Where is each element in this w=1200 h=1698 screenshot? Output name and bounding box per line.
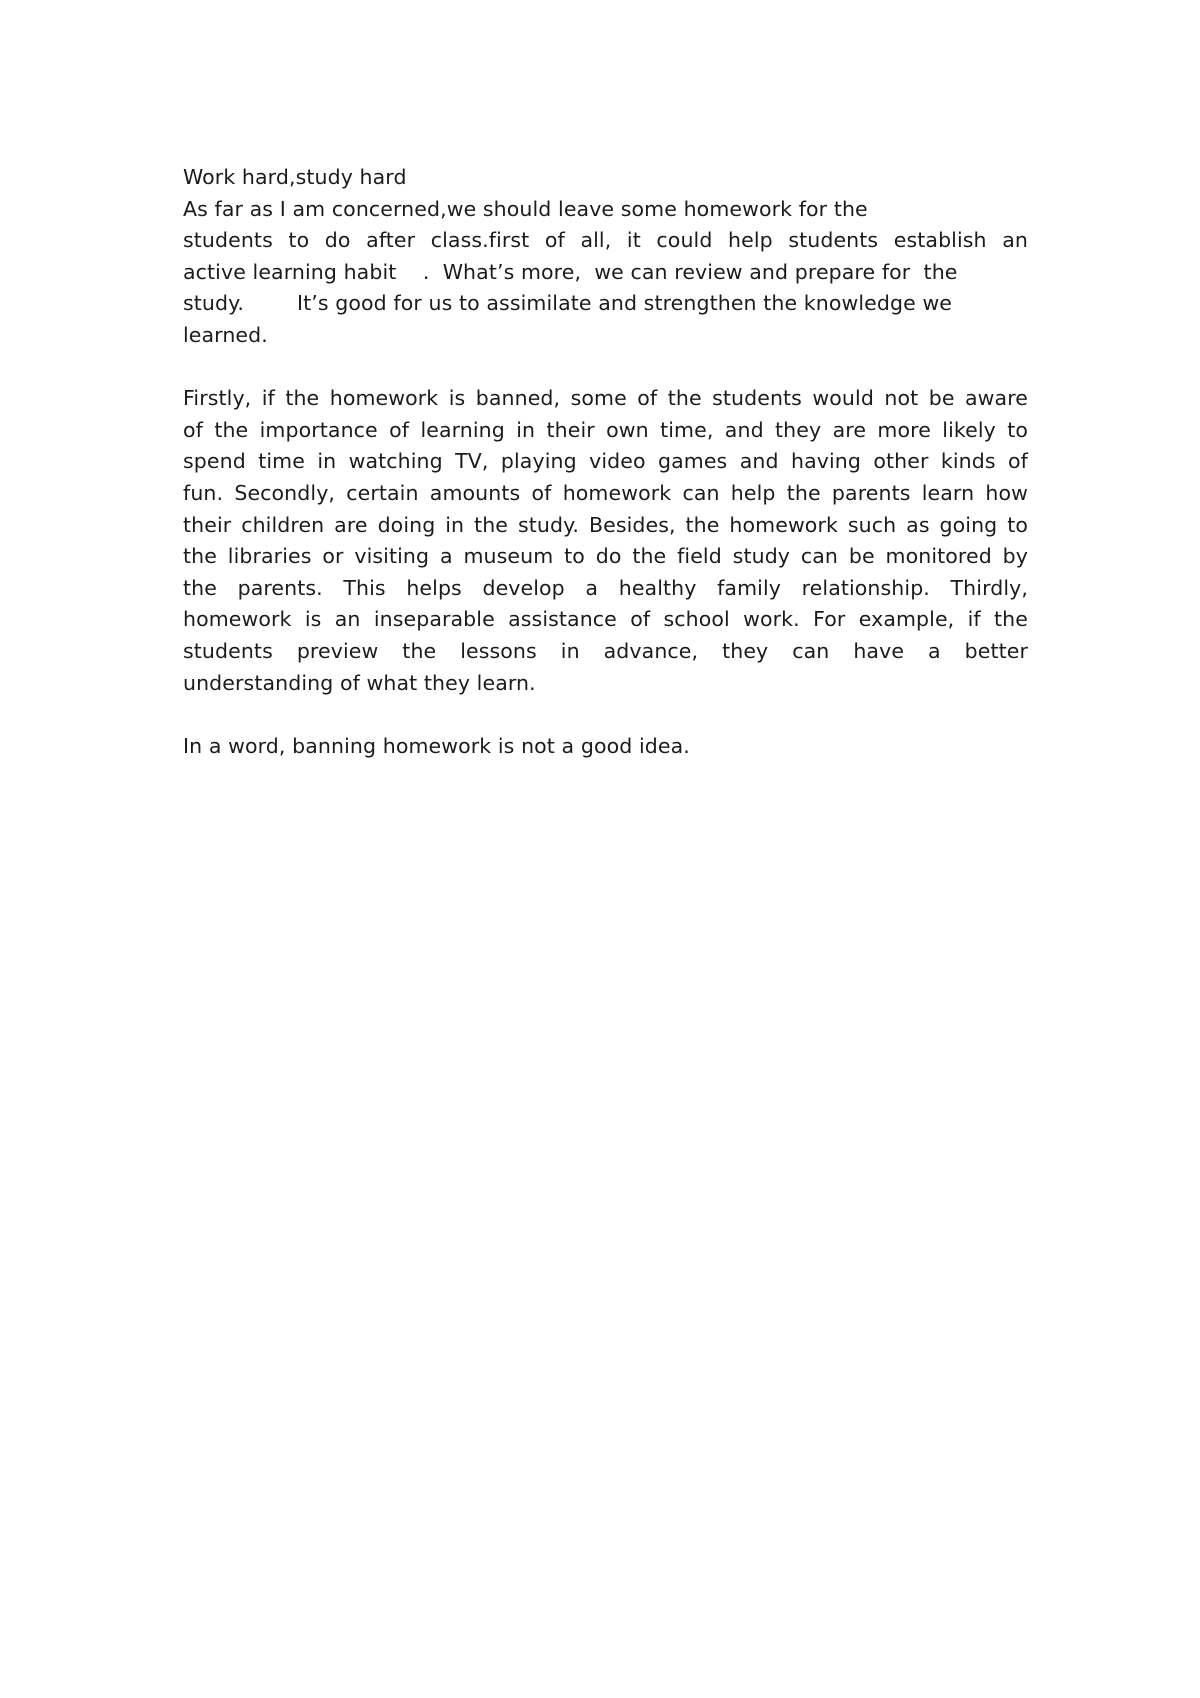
text-line: spend time in watching TV, playing video games and having other kinds of (183, 449, 1028, 474)
text-line: In a word, banning homework is not a good idea. (183, 733, 690, 758)
text-line: study. It’s good for us to assimilate and strengthen the knowledge we (183, 291, 953, 316)
text-line: understanding of what they learn. (183, 670, 536, 695)
paragraph-intro (183, 194, 1028, 352)
paragraph-body (183, 383, 1028, 699)
text-line: active learning habit . What’s more, we can review and prepare for the (183, 259, 958, 284)
text-line: students preview the lessons in advance, they can have a better (183, 638, 1028, 663)
text-line: Firstly, if the homework is banned, some of the students would not be aware (183, 386, 1028, 411)
text-line: the parents. This helps develop a healthy family relationship. Thirdly, (183, 575, 1028, 600)
text-line: homework is an inseparable assistance of school work. For example, if the (183, 607, 1028, 632)
essay-title: Work hard,study hard (183, 165, 407, 189)
text-line: fun. Secondly, certain amounts of homework can help the parents learn how (183, 480, 1028, 505)
text-line: students to do after class.first of all, it could help students establish an (183, 228, 1028, 253)
text-line: the libraries or visiting a museum to do the field study can be monitored by (183, 544, 1028, 569)
text-line: As far as I am concerned,we should leave some homework for the (183, 196, 868, 221)
text-line: their children are doing in the study. Besides, the homework such as going to (183, 512, 1028, 537)
text-line: learned. (183, 322, 268, 347)
paragraph-spacer (183, 699, 1028, 731)
text-line: of the importance of learning in their own time, and they are more likely to (183, 417, 1028, 442)
paragraph-spacer (183, 352, 1028, 384)
essay-body (183, 162, 1028, 762)
paragraph-conclusion (183, 731, 1028, 763)
